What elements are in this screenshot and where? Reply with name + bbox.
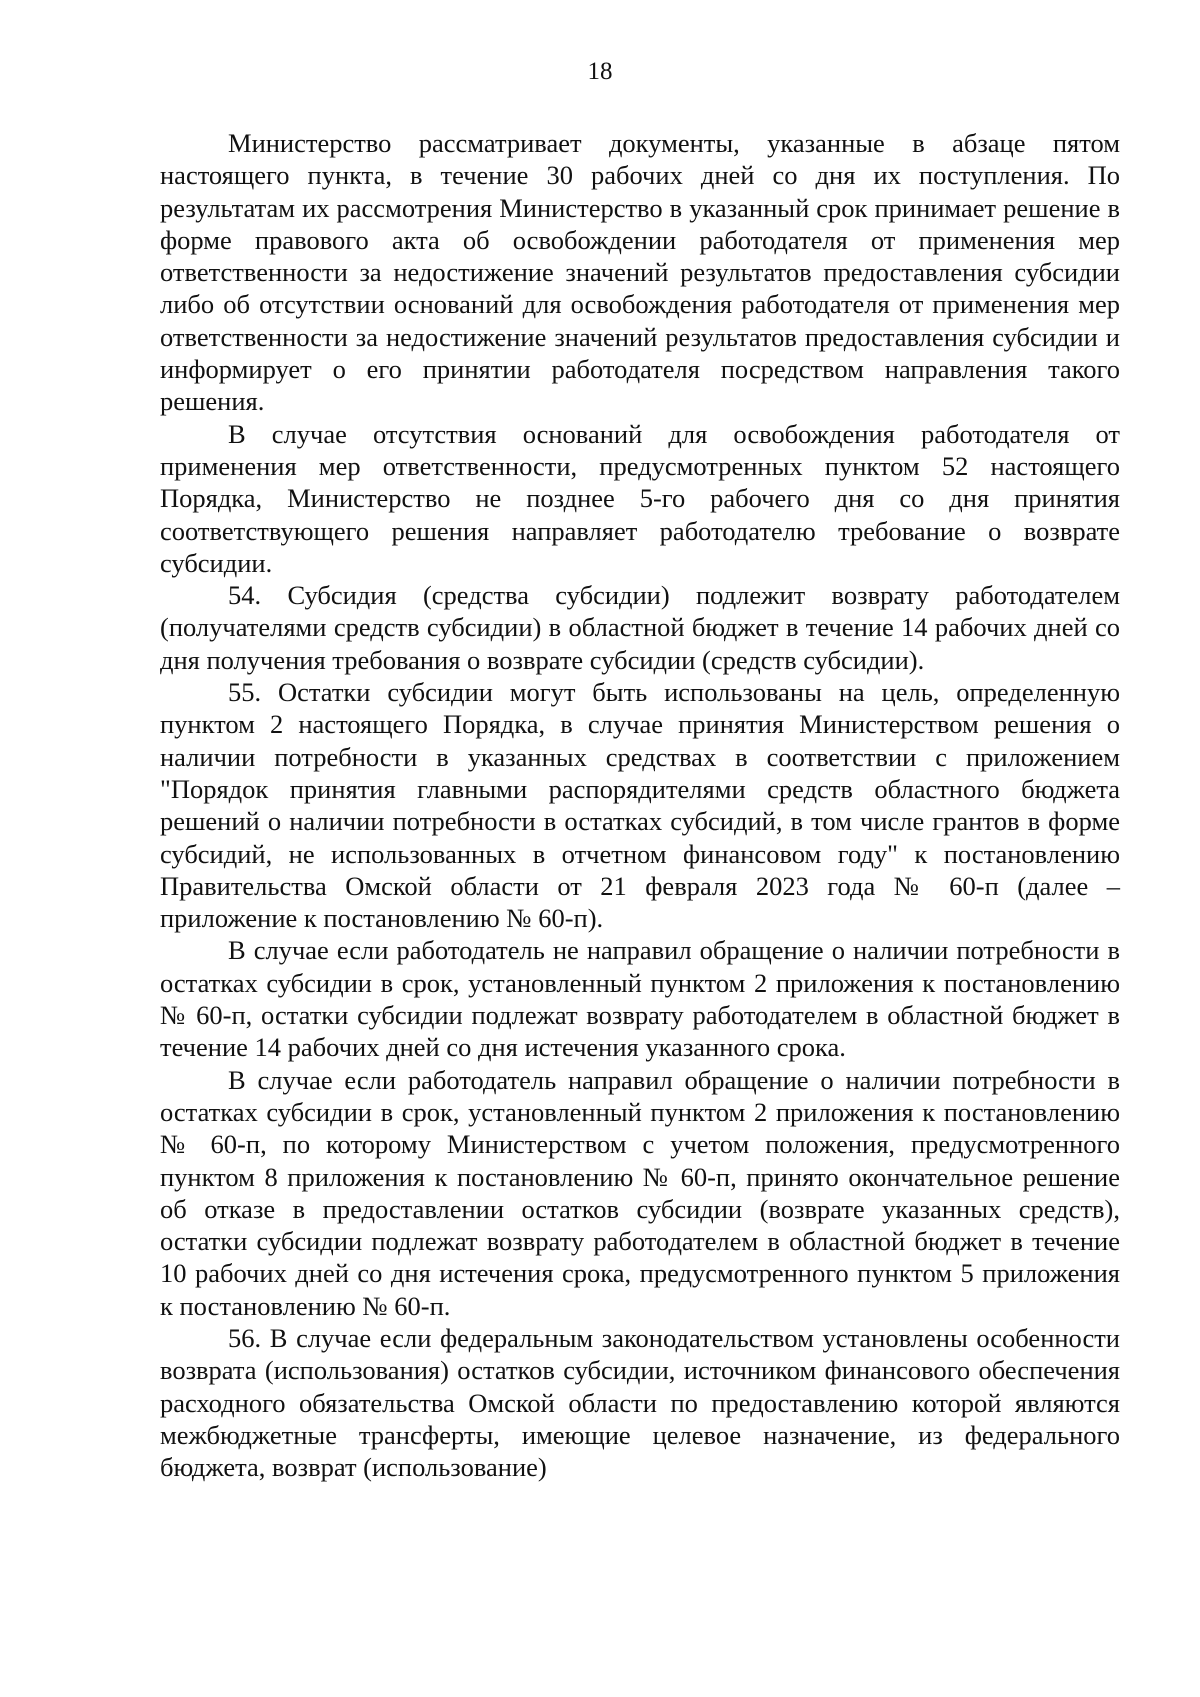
paragraph-ministry-review: Министерство рассматривает документы, указанные в абзаце пятом настоящего пункта, в течение 30 рабочих дней со дня их поступления. По результатам их рассмотрения Министерство в указанный срок принимает решение в форме правового акта об освобождении работодателя от применения мер ответственности за недостижение значений результатов предоставления субсидии либо об отсутствии оснований для освобождения работодателя от применения мер ответственности за недостижение значений результатов предоставления субсидии и информирует о его принятии работодателя посредством направления такого решения.	[160, 128, 1120, 417]
paragraph-refund-requirement: В случае отсутствия оснований для освобождения работодателя от применения мер ответственности, предусмотренных пунктом 52 настоящего Порядка, Министерство не позднее 5-го рабочего дня со дня принятия соответствующего решения направляет работодателю требование о возврате субсидии.	[160, 418, 1120, 578]
document-body	[160, 127, 1120, 1483]
paragraph-item-55: 55. Остатки субсидии могут быть использованы на цель, определенную пунктом 2 настоящего Порядка, в случае принятия Министерством решения о наличии потребности в указанных средствах в соответствии с приложением "Порядок принятия главными распорядителями средств областного бюджета решений о наличии потребности в остатках субсидий, в том числе грантов в форме субсидий, не использованных в отчетном финансовом году" к постановлению Правительства Омской области от 21 февраля 2023 года № 60-п (далее – приложение к постановлению № 60-п).	[160, 677, 1120, 934]
paragraph-no-request-return: В случае если работодатель не направил обращение о наличии потребности в остатках субсидии в срок, установленный пунктом 2 приложения к постановлению № 60-п, остатки субсидии подлежат возврату работодателем в областной бюджет в течение 14 рабочих дней со дня истечения указанного срока.	[160, 935, 1120, 1063]
paragraph-item-54: 54. Субсидия (средства субсидии) подлежит возврату работодателем (получателями средств субсидии) в областной бюджет в течение 14 рабочих дней со дня получения требования о возврате субсидии (средств субсидии).	[160, 580, 1120, 675]
page-number: 18	[587, 58, 613, 85]
paragraph-refusal-return: В случае если работодатель направил обращение о наличии потребности в остатках субсидии в срок, установленный пунктом 2 приложения к постановлению № 60-п, по которому Министерством с учетом положения, предусмотренного пунктом 8 приложения к постановлению № 60-п, принято окончательное решение об отказе в предоставлении остатков субсидии (возврате указанных средств), остатки субсидии подлежат возврату работодателем в областной бюджет в течение 10 рабочих дней со дня истечения срока, предусмотренного пунктом 5 приложения к постановлению № 60-п.	[160, 1064, 1120, 1321]
paragraph-item-56: 56. В случае если федеральным законодательством установлены особенности возврата (использования) остатков субсидии, источником финансового обеспечения расходного обязательства Омской области по предоставлению которой являются межбюджетные трансферты, имеющие целевое назначение, из федерального бюджета, возврат (использование)	[160, 1322, 1120, 1483]
